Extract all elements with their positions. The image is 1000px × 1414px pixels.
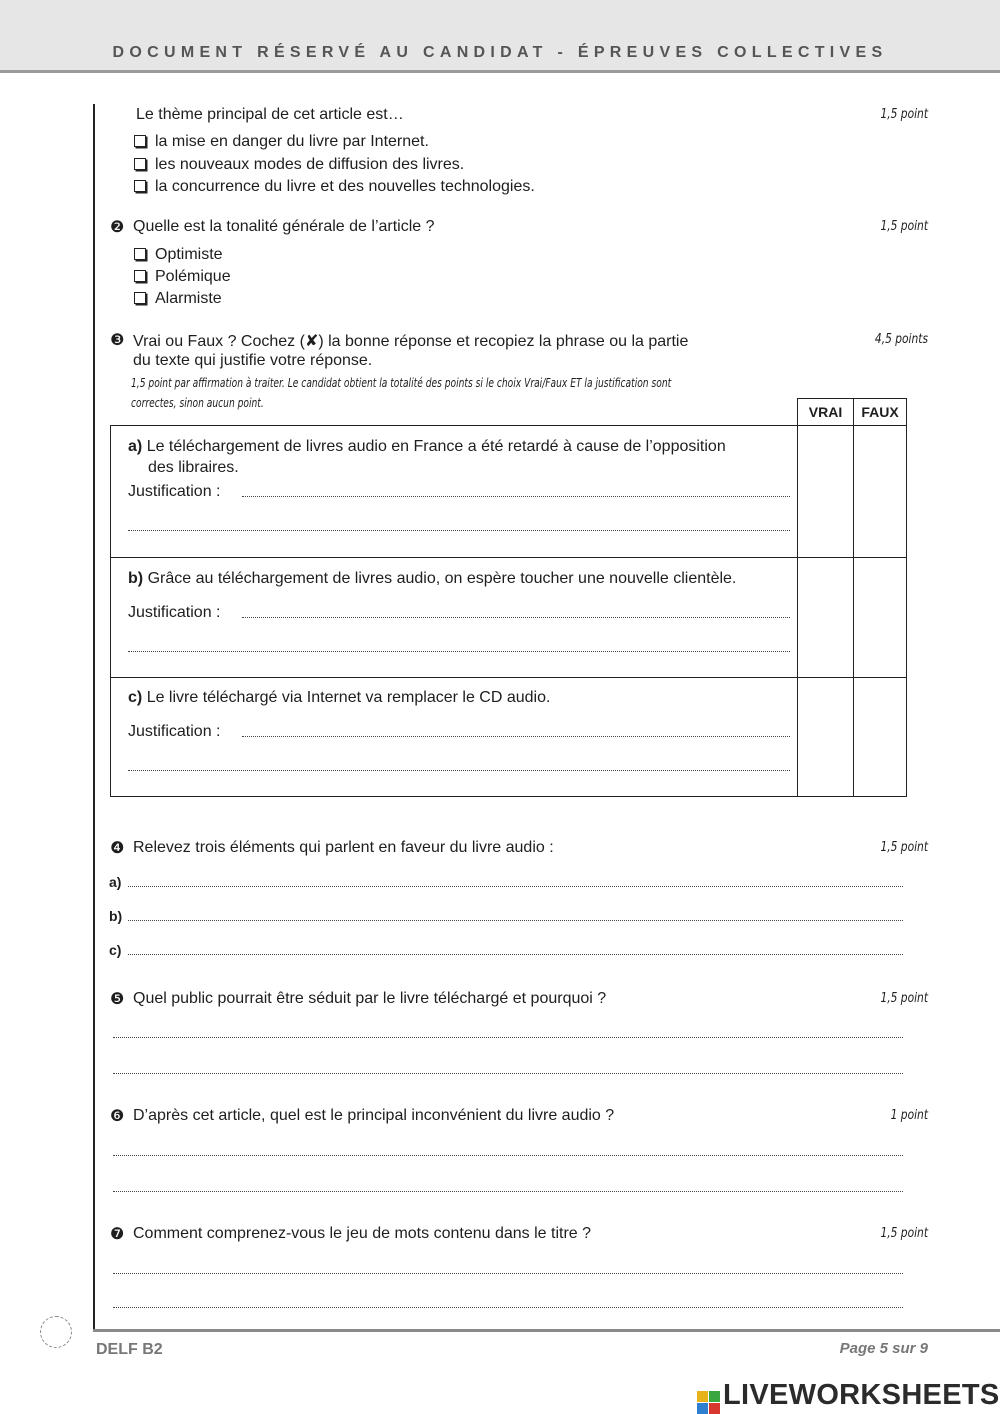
q4-number: ❹: [110, 838, 125, 857]
justification-label: Justification :: [128, 604, 221, 621]
q3-note-line1: 1,5 point par affirmation à traiter. Le candidat obtient la totalité des points si le choix Vrai/Faux ET la justification sont: [131, 376, 672, 390]
statement-b: [111, 558, 798, 678]
justification-c-line-1[interactable]: [242, 736, 790, 737]
margin-rule: [93, 104, 95, 1330]
header-band: [0, 0, 1000, 73]
q2-number: ❷: [110, 217, 125, 236]
q3-note-line2: correctes, sinon aucun point.: [131, 396, 264, 410]
q5-points: 1,5 point: [880, 991, 928, 1006]
q7-text: Comment comprenez-vous le jeu de mots contenu dans le titre ?: [133, 1225, 592, 1242]
footer-rule: [93, 1329, 1000, 1332]
faux-cell-c[interactable]: [854, 678, 907, 797]
q2-option-3[interactable]: Alarmiste: [134, 290, 222, 308]
statement-a: [111, 426, 798, 558]
q4-label-a: a): [109, 874, 122, 890]
q6-answer-line-1[interactable]: [113, 1155, 903, 1156]
q6-answer-line-2[interactable]: [113, 1191, 903, 1192]
q7-answer-line-2[interactable]: [113, 1307, 903, 1308]
checkbox[interactable]: [134, 248, 146, 260]
q4-answer-c[interactable]: [128, 954, 903, 955]
q7-points: 1,5 point: [880, 1226, 928, 1241]
vrai-cell-a[interactable]: [798, 426, 854, 558]
q6-text: D’après cet article, quel est le principal inconvénient du livre audio ?: [133, 1107, 615, 1124]
justification-label: Justification :: [128, 723, 221, 740]
q4-answer-a[interactable]: [128, 886, 903, 887]
delf-logo-icon: [40, 1316, 72, 1348]
footer-exam-level: DELF B2: [96, 1341, 163, 1358]
checkbox[interactable]: [134, 158, 146, 170]
q1-text: Le thème principal de cet article est…: [136, 106, 404, 123]
statement-c-line1: c) Le livre téléchargé via Internet va remplacer le CD audio.: [128, 689, 551, 706]
q2-text: Quelle est la tonalité générale de l’article ?: [133, 218, 435, 235]
justification-c-line-2[interactable]: [128, 770, 790, 771]
liveworksheets-logo-icon: [697, 1391, 720, 1414]
q6-points: 1 point: [890, 1108, 928, 1123]
q4-text: Relevez trois éléments qui parlent en faveur du livre audio :: [133, 839, 554, 856]
q3-number: ❸: [110, 330, 125, 349]
q3-instruction-line2: du texte qui justifie votre réponse.: [133, 352, 373, 369]
liveworksheets-brand[interactable]: LIVEWORKSHEETS: [697, 1379, 1000, 1414]
q1-option-3[interactable]: la concurrence du livre et des nouvelles technologies.: [134, 178, 535, 196]
justification-a-line-1[interactable]: [242, 496, 790, 497]
page-header-title: DOCUMENT RÉSERVÉ AU CANDIDAT - ÉPREUVES COLLECTIVES: [112, 44, 888, 61]
column-vrai: VRAI: [798, 399, 854, 426]
q5-number: ❺: [110, 989, 125, 1008]
q1-points: 1,5 point: [880, 107, 928, 122]
q6-number: ❻: [110, 1106, 125, 1125]
checkbox[interactable]: [134, 292, 146, 304]
q4-label-b: b): [109, 908, 123, 924]
q7-number: ❼: [110, 1224, 125, 1243]
q3-instruction-line1: Vrai ou Faux ? Cochez (✘) la bonne réponse et recopiez la phrase ou la partie: [133, 333, 689, 350]
q1-option-1[interactable]: la mise en danger du livre par Internet.: [134, 133, 429, 151]
q5-answer-line-2[interactable]: [113, 1073, 903, 1074]
q4-label-c: c): [109, 942, 122, 958]
x-mark-icon: ✘: [304, 333, 319, 350]
checkbox[interactable]: [134, 270, 146, 282]
justification-b-line-2[interactable]: [128, 651, 790, 652]
statement-c: [111, 678, 798, 797]
justification-b-line-1[interactable]: [242, 617, 790, 618]
column-faux: FAUX: [854, 399, 907, 426]
q4-points: 1,5 point: [880, 840, 928, 855]
q2-option-1[interactable]: Optimiste: [134, 246, 223, 264]
statement-a-line1: a) Le téléchargement de livres audio en France a été retardé à cause de l’opposition: [128, 438, 726, 455]
statement-a-line2: des libraires.: [148, 459, 239, 476]
q2-option-2[interactable]: Polémique: [134, 268, 231, 286]
faux-cell-a[interactable]: [854, 426, 907, 558]
q7-answer-line-1[interactable]: [113, 1273, 903, 1274]
checkbox[interactable]: [134, 135, 146, 147]
justification-label: Justification :: [128, 483, 221, 500]
footer-page-number: Page 5 sur 9: [839, 1340, 928, 1357]
q1-option-2[interactable]: les nouveaux modes de diffusion des livres.: [134, 156, 464, 174]
q2-points: 1,5 point: [880, 219, 928, 234]
q5-text: Quel public pourrait être séduit par le livre téléchargé et pourquoi ?: [133, 990, 607, 1007]
faux-cell-b[interactable]: [854, 558, 907, 678]
q4-answer-b[interactable]: [128, 920, 903, 921]
q5-answer-line-1[interactable]: [113, 1037, 903, 1038]
checkbox[interactable]: [134, 180, 146, 192]
true-false-table: [110, 398, 907, 797]
justification-a-line-2[interactable]: [128, 530, 790, 531]
vrai-cell-c[interactable]: [798, 678, 854, 797]
vrai-cell-b[interactable]: [798, 558, 854, 678]
q3-points: 4,5 points: [874, 332, 928, 347]
statement-b-line1: b) Grâce au téléchargement de livres audio, on espère toucher une nouvelle clientèle.: [128, 570, 737, 587]
